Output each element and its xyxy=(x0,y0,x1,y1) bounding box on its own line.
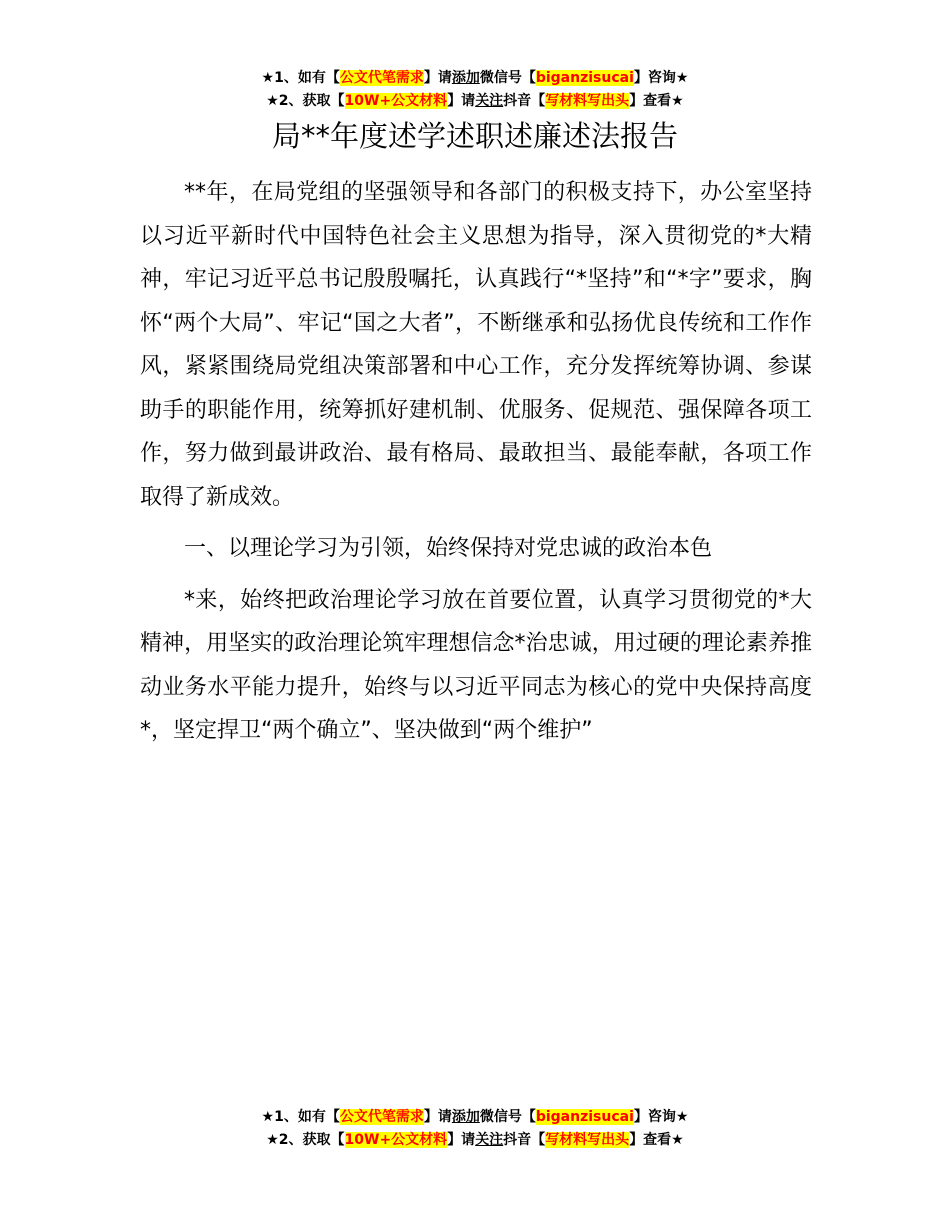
notice-emphasis: 关注 xyxy=(475,1132,504,1148)
highlight-douyin-account: 写材料写出头 xyxy=(545,1132,630,1148)
notice-text: 抖音【 xyxy=(503,1132,546,1148)
header-notice xyxy=(0,67,950,113)
notice-line-1 xyxy=(0,1106,950,1129)
notice-emphasis: 关注 xyxy=(475,93,504,109)
notice-text: 抖音【 xyxy=(503,93,546,109)
notice-line-1 xyxy=(0,67,950,90)
body-paragraph: **年，在局党组的坚强领导和各部门的积极支持下，办公室坚持以习近平新时代中国特色社会主义思想为指导，深入贯彻党的*大精神，牢记习近平总书记殷殷嘱托，认真践行“*坚持”和“*字”要求，胸怀“两个大局”、牢记“国之大者”，不断继承和弘扬优良传统和工作作风，紧紧围绕局党组决策部署和中心工作，充分发挥统筹协调、参谋助手的职能作用，统筹抓好建机制、优服务、促规范、强保障各项工作，努力做到最讲政治、最有格局、最敢担当、最能奉献，各项工作取得了新成效。 xyxy=(140,180,812,510)
notice-line-2 xyxy=(0,90,950,113)
notice-text: ★1、如有【 xyxy=(261,70,340,86)
notice-text: 】咨询★ xyxy=(633,1109,689,1125)
document-title: 局**年度述学述职述廉述法报告 xyxy=(271,119,678,153)
notice-text: 】咨询★ xyxy=(633,70,689,86)
notice-emphasis: 添加 xyxy=(451,70,480,86)
footer-notice xyxy=(0,1106,950,1152)
notice-text: 微信号【 xyxy=(479,1109,536,1125)
body-paragraph: *来，始终把政治理论学习放在首要位置，认真学习贯彻党的*大精神，用坚实的政治理论筑牢理想信念*治忠诚，用过硬的理论素养推动业务水平能力提升，始终与以习近平同志为核心的党中央保持高度*，坚定捍卫“两个确立”、坚决做到“两个维护” xyxy=(140,587,812,743)
highlight-service: 公文代笔需求 xyxy=(339,1109,424,1125)
notice-text: 】查看★ xyxy=(629,1132,684,1148)
notice-text: 微信号【 xyxy=(479,70,536,86)
notice-text: ★1、如有【 xyxy=(261,1109,340,1125)
notice-text: 】请 xyxy=(447,93,476,109)
document-body xyxy=(140,171,812,761)
highlight-wechat-id: biganzisucai xyxy=(535,1109,634,1125)
notice-text: 】查看★ xyxy=(629,93,684,109)
notice-text: ★2、获取【 xyxy=(266,1132,345,1148)
highlight-service: 公文代笔需求 xyxy=(339,70,424,86)
notice-text: 】请 xyxy=(423,1109,452,1125)
notice-emphasis: 添加 xyxy=(451,1109,480,1125)
highlight-materials: 10W+公文材料 xyxy=(344,1132,448,1148)
section-heading: 一、以理论学习为引领，始终保持对党忠诚的政治本色 xyxy=(184,536,713,561)
highlight-wechat-id: biganzisucai xyxy=(535,70,634,86)
notice-text: ★2、获取【 xyxy=(266,93,345,109)
notice-line-2 xyxy=(0,1129,950,1152)
highlight-douyin-account: 写材料写出头 xyxy=(545,93,630,109)
notice-text: 】请 xyxy=(423,70,452,86)
notice-text: 】请 xyxy=(447,1132,476,1148)
highlight-materials: 10W+公文材料 xyxy=(344,93,448,109)
